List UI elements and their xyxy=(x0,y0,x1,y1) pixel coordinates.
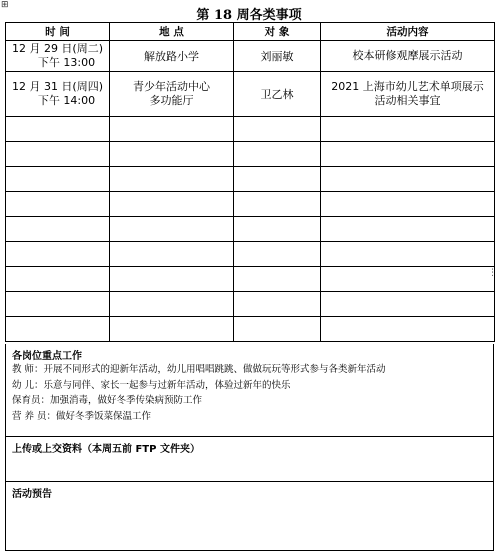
cell-activity[interactable] xyxy=(321,217,495,242)
time-text: 下午 14:00 xyxy=(37,94,96,107)
cell-person[interactable] xyxy=(234,292,321,317)
header-activity: 活动内容 xyxy=(321,23,495,41)
table-row xyxy=(6,72,495,117)
table-row xyxy=(6,41,495,72)
cell-activity[interactable] xyxy=(321,192,495,217)
key-work-line: 幼 儿：乐意与同伴、家长一起参与过新年活动，体验过新年的快乐 xyxy=(12,379,291,391)
table-row-empty xyxy=(6,192,495,217)
table-row-empty xyxy=(6,142,495,167)
cell-place[interactable] xyxy=(110,292,234,317)
cell-person[interactable] xyxy=(234,267,321,292)
preview-heading: 活动预告 xyxy=(12,489,52,500)
cell-person[interactable] xyxy=(234,242,321,267)
key-work-line: 保育员：加强消毒，做好冬季传染病预防工作 xyxy=(12,395,203,406)
key-work-line: 营 养 员：做好冬季饭菜保温工作 xyxy=(12,410,152,422)
cell-time[interactable] xyxy=(6,117,110,142)
table-header-row xyxy=(6,23,495,41)
key-work-section[interactable] xyxy=(5,344,494,437)
table-row-empty xyxy=(6,292,495,317)
cell-time[interactable] xyxy=(6,217,110,242)
cell-time[interactable] xyxy=(6,242,110,267)
cell-person[interactable] xyxy=(234,317,321,342)
header-place: 地 点 xyxy=(110,23,234,41)
cell-activity[interactable] xyxy=(321,167,495,192)
cell-place[interactable] xyxy=(110,242,234,267)
cell-place[interactable] xyxy=(110,72,234,117)
cell-time[interactable] xyxy=(6,292,110,317)
table-row-empty xyxy=(6,167,495,192)
table-row-empty xyxy=(6,267,495,292)
key-work-line: 教 师：开展不同形式的迎新年活动，幼儿用唱唱跳跳、做做玩玩等形式参与各类新年活动 xyxy=(12,364,386,375)
cell-person[interactable] xyxy=(234,167,321,192)
cell-time[interactable] xyxy=(6,142,110,167)
table-row-empty xyxy=(6,317,495,342)
activity-text: 活动相关事宜 xyxy=(374,94,441,107)
cell-person[interactable] xyxy=(234,142,321,167)
header-person: 对 象 xyxy=(234,23,321,41)
place-text: 多功能厅 xyxy=(149,94,194,107)
cell-person[interactable] xyxy=(234,217,321,242)
header-time: 时 间 xyxy=(6,23,110,41)
cell-activity[interactable] xyxy=(321,41,495,72)
cell-time[interactable] xyxy=(6,167,110,192)
time-text: 下午 13:00 xyxy=(37,56,96,69)
date-text: 12 月 31 日(周四) xyxy=(11,80,104,93)
cell-person[interactable] xyxy=(234,192,321,217)
person-text: 卫乙林 xyxy=(260,88,294,101)
cell-time[interactable] xyxy=(6,72,110,117)
cell-time[interactable] xyxy=(6,192,110,217)
resize-handle-icon[interactable]: ⋮ xyxy=(488,268,497,278)
place-text: 青少年活动中心 xyxy=(133,80,210,93)
cell-place[interactable] xyxy=(110,167,234,192)
upload-section[interactable] xyxy=(5,437,494,482)
cell-place[interactable] xyxy=(110,142,234,167)
preview-section[interactable] xyxy=(5,482,494,551)
table-move-handle-icon[interactable]: ⊞ xyxy=(1,0,9,10)
cell-time[interactable] xyxy=(6,41,110,72)
schedule-table xyxy=(5,22,495,342)
cell-person[interactable] xyxy=(234,72,321,117)
cell-activity[interactable] xyxy=(321,72,495,117)
cell-activity[interactable] xyxy=(321,267,495,292)
empty-rows xyxy=(6,117,495,342)
table-row-empty xyxy=(6,117,495,142)
key-work-heading: 各岗位重点工作 xyxy=(12,351,82,362)
cell-place[interactable] xyxy=(110,317,234,342)
cell-activity[interactable] xyxy=(321,242,495,267)
cell-place[interactable] xyxy=(110,192,234,217)
cell-person[interactable] xyxy=(234,117,321,142)
person-text: 刘丽敏 xyxy=(260,50,294,63)
place-text: 解放路小学 xyxy=(144,50,199,63)
activity-text: 2021 上海市幼儿艺术单项展示 xyxy=(331,80,484,93)
table-row-empty xyxy=(6,217,495,242)
upload-heading: 上传或上交资料（本周五前 FTP 文件夹） xyxy=(12,444,200,455)
cell-activity[interactable] xyxy=(321,292,495,317)
cell-activity[interactable] xyxy=(321,317,495,342)
activity-text: 校本研修观摩展示活动 xyxy=(352,49,463,62)
cell-person[interactable] xyxy=(234,41,321,72)
cell-time[interactable] xyxy=(6,317,110,342)
table-row-empty xyxy=(6,242,495,267)
cell-place[interactable] xyxy=(110,117,234,142)
page-title: 第 18 周各类事项 xyxy=(196,8,302,23)
cell-place[interactable] xyxy=(110,267,234,292)
cell-activity[interactable] xyxy=(321,117,495,142)
cell-time[interactable] xyxy=(6,267,110,292)
cell-place[interactable] xyxy=(110,217,234,242)
cell-activity[interactable] xyxy=(321,142,495,167)
date-text: 12 月 29 日(周二) xyxy=(11,42,104,55)
cell-place[interactable] xyxy=(110,41,234,72)
